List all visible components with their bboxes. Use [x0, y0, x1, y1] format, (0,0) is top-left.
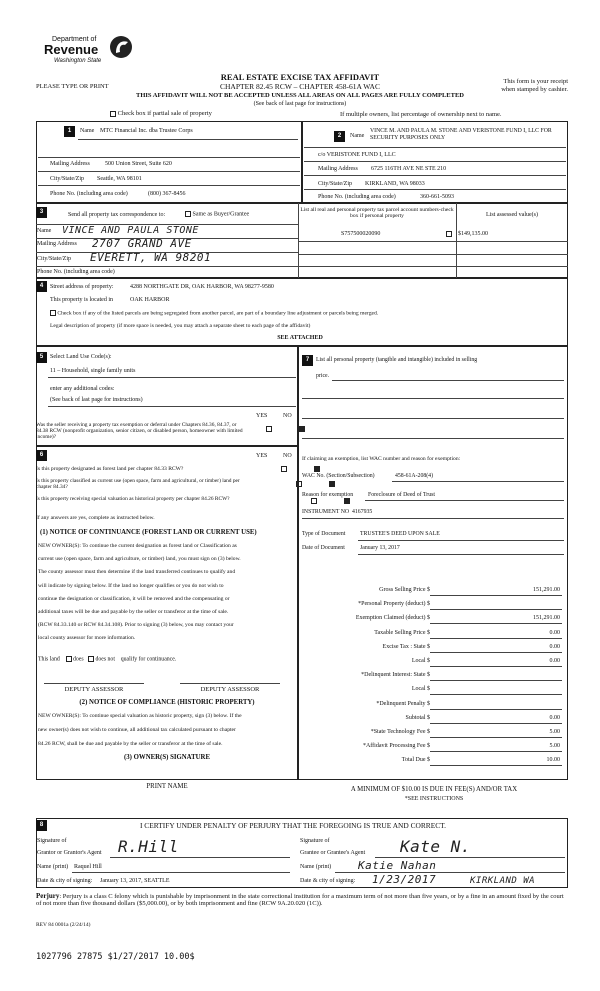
segregated[interactable]: [50, 310, 378, 317]
grantee-sig-label: Signature of: [300, 838, 330, 844]
section5-no: NO: [283, 413, 292, 419]
assessed-value: $149,135.00: [458, 231, 488, 237]
fee-value: 0.00: [549, 714, 560, 721]
doc-type-label: Type of Document: [302, 531, 346, 537]
buyer-name-line1: VINCE M. AND PAULA M. STONE AND VERISTONE FUND I, LLC FOR: [370, 128, 552, 134]
exemption-question: Was the seller receiving a property tax exemption or deferral under Chapters 84.36, 84.37, or 84.38 RCW (nonprofit organization, senior citizen, or disabled person, homeowner with limited income)?: [36, 422, 243, 441]
doc-date-label: Date of Document: [302, 545, 345, 551]
wac-number: 458-61A-208(4): [395, 473, 433, 479]
fee-label: Subtotal $: [405, 714, 430, 721]
corr-phone-label: Phone No. (including area code): [37, 269, 115, 275]
notice2-body: [38, 713, 294, 755]
fee-underline: [430, 609, 562, 610]
fee-value: 0.00: [549, 629, 560, 636]
seller-city-label: City/State/Zip: [50, 176, 84, 182]
segregated-checkbox[interactable]: [50, 310, 56, 316]
fee-label: *Personal Property (deduct) $: [358, 601, 430, 608]
price-label: price.: [316, 373, 330, 379]
forest-yes-checkbox[interactable]: [281, 466, 287, 472]
fee-underline: [430, 723, 562, 724]
minimum-fee-note: A MINIMUM OF $10.00 IS DUE IN FEE(S) AND/OR TAX: [350, 786, 518, 793]
notice1-line: additional taxes will be due and payable by the seller or transferor at the time of sale.: [38, 608, 229, 615]
personal-property-checkbox[interactable]: [446, 231, 452, 237]
buyer-co: c/o VERISTONE FUND I, LLC: [318, 152, 396, 158]
perjury-warning: [36, 892, 568, 908]
partial-sale[interactable]: [110, 110, 212, 117]
notice1-line: local county assessor for more information.: [38, 635, 136, 642]
same-as-buyer-checkbox[interactable]: [185, 211, 191, 217]
corr-mailing: 2707 GRAND AVE: [92, 237, 192, 250]
wac-label: WAC No. (Section/Subsection): [302, 473, 375, 479]
grantee-name: Katie Nahan: [358, 859, 437, 872]
receipt-line2: when stamped by cashier.: [501, 86, 568, 93]
grantor-sig-label: Signature of: [37, 838, 67, 844]
continuance-row: [38, 656, 176, 663]
parcel-header: List all real and personal property tax parcel account numbers-check box if personal property: [300, 207, 454, 220]
grantee-date: 1/23/2017: [372, 873, 437, 886]
fee-value: 151,291.00: [533, 615, 560, 622]
fee-value: 10.00: [546, 757, 560, 764]
perjury-text: : Perjury is a class C felony which is punishable by imprisonment in the state correctional institution for a maximum term of not more than five years, or by a fine in an amount fixed by the court of not more than five thousand dollars ($5,000.00), or by both imprisonment and fine (RCW 9A.20.020 (1C)).: [36, 893, 564, 908]
notice1-line: current use (open space, farm and agriculture, or timber) land, you must sign on (3) below.: [38, 556, 241, 563]
fee-underline: [430, 694, 562, 695]
qualify-label: qualify for continuance.: [120, 656, 177, 663]
section5-yes: YES: [256, 413, 268, 419]
fee-label: Gross Selling Price $: [379, 587, 430, 593]
seller-mailing: 500 Union Street, Suite 620: [105, 161, 172, 167]
buyer-phone-label: Phone No. (including area code): [318, 194, 396, 200]
notice3-title: (3) OWNER(S) SIGNATURE: [124, 754, 210, 761]
grantor-agent-label: Grantor or Grantor's Agent: [37, 850, 102, 856]
grantor-signature: R.Hill: [118, 837, 179, 856]
notice1-line: will indicate by signing below. If the land no longer qualifies or you do not wish to: [38, 582, 224, 589]
fee-label: *Delinquent Interest: State $: [361, 672, 430, 679]
street-label: Street address of property:: [50, 284, 114, 290]
reason-value: Foreclosure of Deed of Trust: [368, 492, 435, 498]
exemption-yes-checkbox[interactable]: [266, 426, 272, 432]
corr-city: EVERETT, WA 98201: [90, 251, 212, 264]
notice1-line: continue the designation or classification, it will be removed and the compensating or: [38, 595, 230, 602]
fee-label: *Delinquent Penalty $: [376, 700, 430, 707]
fee-value: 5.00: [549, 743, 560, 750]
notice2-line: NEW OWNER(S): To continue special valuation as historic property, sign (3) below. If the: [38, 713, 242, 719]
buyer-mailing: 6725 116TH AVE NE STE 210: [371, 166, 447, 172]
dor-logo: [40, 34, 140, 68]
additional-codes-label: enter any additional codes:: [50, 386, 115, 392]
deputy-assessor-1: DEPUTY ASSESSOR: [64, 686, 124, 693]
fee-underline: [430, 737, 562, 738]
see-attached: SEE ATTACHED: [277, 335, 323, 341]
buyer-name-label: Name: [350, 133, 365, 139]
fee-underline: [430, 652, 562, 653]
grantee-name-label: Name (print): [300, 864, 332, 870]
seller-phone-label: Phone No. (including area code): [50, 191, 128, 197]
does-label: does: [73, 656, 84, 663]
section6-yes: YES: [256, 453, 268, 459]
grantor-name-label: Name (print): [37, 864, 69, 870]
fee-underline: [430, 623, 562, 624]
revenue-logo-icon: [108, 34, 134, 60]
perjury-label: Perjury: [36, 892, 60, 900]
deputy-assessor-2: DEPUTY ASSESSOR: [200, 686, 260, 693]
historic-question: Is this property receiving special valuation as historical property per chapter 84.26 RCW?: [36, 496, 230, 502]
assessed-header: List assessed value(s): [486, 212, 538, 218]
form-title: REAL ESTATE EXCISE TAX AFFIDAVIT: [220, 72, 380, 82]
parcel-number: S757500020090: [341, 231, 381, 237]
street-address: 4288 NORTHGATE DR, OAK HARBOR, WA 98277-9580: [130, 284, 274, 290]
seller-city: Seattle, WA 98101: [97, 176, 142, 182]
grantee-signature: Kate N.: [400, 837, 471, 856]
fee-label: *State Technology Fee $: [370, 729, 430, 735]
this-land-label: This land: [38, 656, 60, 663]
grantor-name: Raquel Hill: [74, 864, 102, 870]
form-chapter: CHAPTER 82.45 RCW – CHAPTER 458-61A WAC: [220, 82, 380, 91]
notice1-body: [38, 543, 294, 649]
dept-line3: Washington State: [54, 58, 102, 64]
notice1-line: (RCW 84.33.140 or RCW 84.34.108). Prior to signing (3) below, you may contact your: [38, 622, 234, 629]
notice2-title: (2) NOTICE OF COMPLIANCE (HISTORIC PROPERTY): [79, 699, 255, 706]
doc-date: January 13, 2017: [360, 545, 400, 551]
section-6-badge: 6: [36, 450, 47, 461]
section-5-badge: 5: [36, 352, 47, 363]
cashier-stamp: 1027796 27875 $1/27/2017 10.00$: [36, 952, 195, 962]
notice1-line: NEW OWNER(S): To continue the current designation as forest land or Classification as: [38, 543, 237, 549]
dept-line2: Revenue: [44, 42, 99, 57]
corr-name: VINCE AND PAULA STONE: [62, 225, 199, 236]
notice1-line: The county assessor must then determine if the land transferred continues to qualify and: [38, 569, 236, 576]
section-4-badge: 4: [36, 281, 47, 292]
see-instructions: *SEE INSTRUCTIONS: [404, 796, 464, 802]
notice2-line: new owner(s) does not wish to continue, all additional tax calculated pursuant to chapter: [38, 727, 236, 733]
send-correspondence-label: Send all property tax correspondence to:: [68, 212, 166, 218]
fee-underline: [430, 638, 562, 639]
section-1-badge: 1: [64, 126, 75, 137]
seller-phone: (800) 367-8456: [148, 191, 186, 197]
land-use-label: Select Land Use Code(s):: [50, 354, 112, 360]
partial-sale-label: Check box if partial sale of property: [117, 110, 212, 117]
grantee-city: KIRKLAND WA: [470, 876, 536, 886]
section-8-badge: 8: [36, 820, 47, 831]
fee-label: Excise Tax : State $: [382, 643, 430, 650]
section-2-badge: 2: [334, 131, 345, 142]
instrument-label: INSTRUMENT NO: [302, 509, 350, 515]
print-name-label: PRINT NAME: [146, 783, 188, 790]
fee-value: 0.00: [549, 643, 560, 650]
same-as-buyer-label: Same as Buyer/Grantee: [192, 211, 250, 218]
section6-no: NO: [283, 453, 292, 459]
land-use-see-back: (See back of last page for instructions): [50, 397, 143, 403]
located-label: This property is located in: [50, 297, 113, 303]
personal-property-label: List all personal property (tangible and intangible) included in selling: [316, 357, 478, 363]
fee-underline: [430, 765, 562, 766]
receipt-line1: This form is your receipt: [503, 78, 568, 85]
fee-label: Total Due $: [401, 757, 430, 764]
current-use-question: Is this property classified as current use (open space, farm and agricultural, or timber) land per chapter 84.34?: [36, 478, 240, 491]
legal-label: Legal description of property (if more space is needed, you may attach a separate sheet to each page of the affidavit): [50, 323, 311, 329]
forest-question: Is this property designated as forest land per chapter 84.33 RCW?: [36, 466, 184, 472]
fee-value: 151,291.00: [533, 587, 560, 593]
fee-value: 0.00: [549, 658, 560, 664]
segregated-label: Check box if any of the listed parcels are being segregated from another parcel, are part of a boundary line adjustment or parcels being merged.: [57, 310, 379, 317]
reason-label: Reason for exemption: [302, 492, 354, 498]
buyer-name-line2: SECURITY PURPOSES ONLY: [370, 135, 446, 141]
partial-sale-checkbox[interactable]: [110, 111, 116, 117]
does-not-checkbox[interactable]: [88, 656, 94, 662]
fee-underline: [430, 680, 562, 681]
fee-label: Taxable Selling Price $: [374, 629, 430, 636]
dept-line1: Department of: [52, 36, 97, 43]
fee-label: Exemption Claimed (deduct) $: [355, 615, 430, 622]
fee-underline: [430, 751, 562, 752]
fee-label: Local $: [411, 686, 430, 693]
notice1-title: (1) NOTICE OF CONTINUANCE (FOREST LAND OR CURRENT USE): [40, 529, 257, 536]
seller-mailing-label: Mailing Address: [50, 161, 90, 167]
seller-name-label: Name: [80, 128, 95, 134]
grantee-date-label: Date & city of signing:: [300, 878, 356, 884]
section-3-badge: 3: [36, 207, 47, 218]
buyer-phone: 360-661-5093: [420, 194, 454, 200]
wac-claim-label: If claiming an exemption, list WAC number and reason for exemption:: [302, 456, 461, 462]
form-warning: THIS AFFIDAVIT WILL NOT BE ACCEPTED UNLESS ALL AREAS ON ALL PAGES ARE FULLY COMPLETED: [136, 92, 464, 99]
fee-value: 5.00: [549, 729, 560, 735]
grantor-date: January 13, 2017, SEATTLE: [100, 878, 170, 884]
fee-underline: [430, 666, 562, 667]
section-7-badge: 7: [302, 355, 313, 366]
buyer-city: KIRKLAND, WA 98033: [365, 181, 425, 187]
seller-name: MTC Financial Inc. dba Trustee Corps: [100, 128, 193, 134]
located-city: OAK HARBOR: [130, 297, 170, 303]
instrument-number: 4167935: [352, 509, 373, 515]
if-yes-instructions: If any answers are yes, complete as instructed below.: [36, 515, 155, 521]
fee-label: Local $: [411, 658, 430, 664]
see-back-top: (See back of last page for instructions): [253, 101, 347, 107]
form-number: REV 84 0001a (2/24/14): [36, 922, 91, 928]
notice2-line: 84.26 RCW, shall be due and payable by the seller or transferor at the time of sale.: [38, 741, 223, 747]
corr-mailing-label: Mailing Address: [37, 241, 77, 247]
please-type: PLEASE TYPE OR PRINT: [36, 83, 109, 90]
multiple-owners: If multiple owners, list percentage of ownership next to name.: [340, 111, 502, 118]
buyer-mailing-label: Mailing Address: [318, 166, 358, 172]
corr-city-label: City/State/Zip: [37, 256, 71, 262]
doc-type: TRUSTEE'S DEED UPON SALE: [360, 531, 440, 537]
certify-statement: I CERTIFY UNDER PENALTY OF PERJURY THAT THE FOREGOING IS TRUE AND CORRECT.: [140, 821, 446, 830]
fee-label: *Affidavit Processing Fee $: [362, 743, 430, 750]
does-not-label: does not: [95, 656, 115, 663]
land-use-code: 11 – Household, single family units: [50, 368, 136, 374]
fee-underline: [430, 709, 562, 710]
grantee-agent-label: Grantee or Grantee's Agent: [300, 850, 366, 856]
corr-name-label: Name: [37, 228, 52, 234]
does-checkbox[interactable]: [66, 656, 72, 662]
buyer-city-label: City/State/Zip: [318, 181, 352, 187]
fee-underline: [430, 595, 562, 596]
same-as-buyer[interactable]: [185, 211, 249, 218]
grantor-date-label: Date & city of signing:: [37, 878, 93, 884]
